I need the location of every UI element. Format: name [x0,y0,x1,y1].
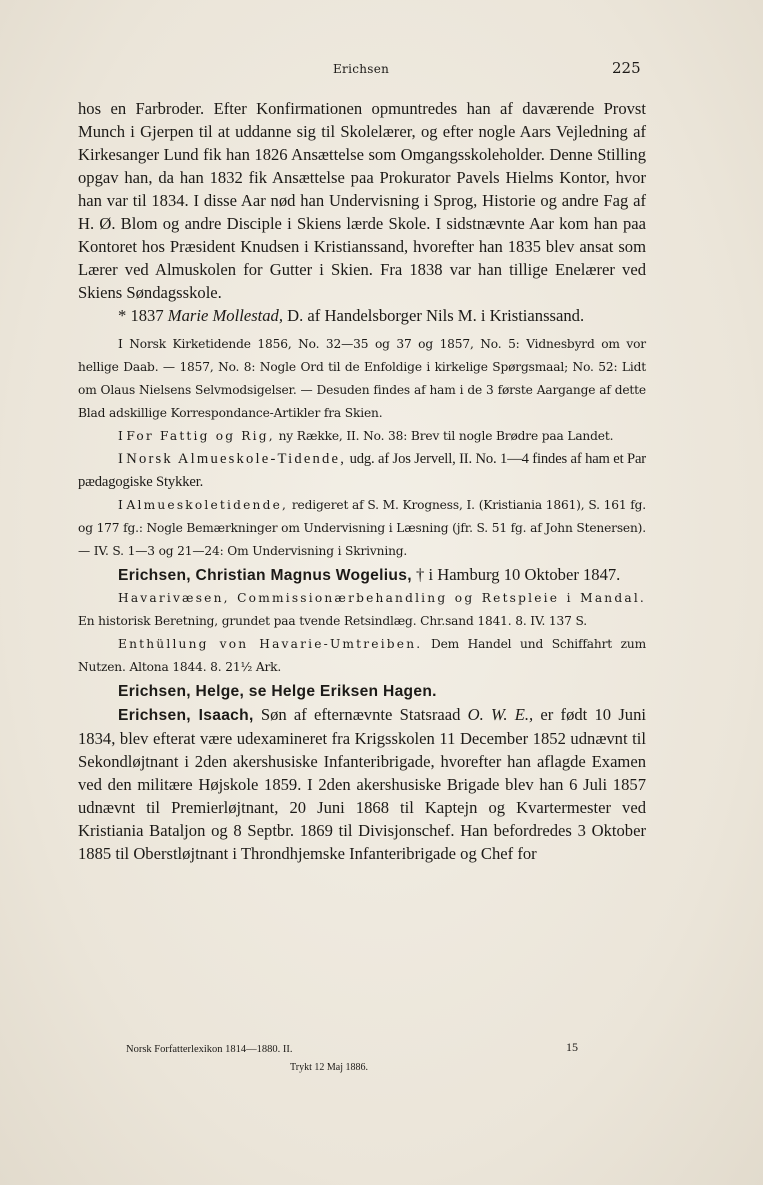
entry-christian [78,563,646,587]
work-title: Enthüllung von Havarie-Umtreiben. [118,637,423,651]
ref-prefix: I [118,498,123,512]
work-details: Dem Handel und Schiffahrt zum Nutzen. Altona 1844. 8. 21½ Ark. [78,637,646,674]
page-body [78,97,646,865]
bibliography-entry [78,448,646,494]
entry-initials: O. W. E., [467,705,534,724]
work-title: Havarivæsen, Commissionærbehandling og Retspleie i Mandal. [118,591,646,605]
footer-lexicon-title: Norsk Forfatterlexikon 1814—1880. II. [126,1044,293,1055]
ref-prefix: I [118,451,123,467]
page-number: 225 [612,59,641,77]
spouse-name: Marie Mollestad, [167,306,283,325]
ref-details: ny Række, II. No. 38: Brev til nogle Brødre paa Landet. [274,429,614,443]
ref-details: udg. af Jos Jervell, II. No. 1—4 findes af ham et Par pædagogiske Stykker. [78,451,646,490]
entry-headword: Erichsen, Helge, se Helge Eriksen Hagen. [118,683,437,700]
ref-prefix: I [118,429,123,443]
periodical-title: Almueskoletidende, [126,498,289,512]
entry-helge [78,679,646,703]
entry-headword: Erichsen, Christian Magnus Wogelius, [118,567,412,584]
entry-christian-works [78,587,646,679]
entry-isaach [78,703,646,865]
work-entry [78,633,646,679]
bibliography-entry [78,494,646,563]
bibliography-entry [78,425,646,448]
bibliography-entry: I Norsk Kirketidende 1856, No. 32—35 og 37 og 1857, No. 5: Vidnesbyrd om vor hellige Daab. — 1857, No. 8: Nogle Ord til de Enfoldige i kirkelige Spørgsmaal; No. 52: Lidt om Olaus Nielsens Selvmodsigelser. — Desuden findes af ham i de 3 første Aargange af dette Blad adskillige Korrespondance-Artikler fra Skien. [78,337,646,420]
entry-text: Søn af efternævnte Statsraad [253,705,468,724]
signature-mark: 15 [566,1040,578,1054]
work-details: En historisk Beretning, grundet paa tvende Retsindlæg. Chr.sand 1841. 8. IV. 137 S. [78,614,587,628]
entry-text: † i Hamburg 10 Oktober 1847. [411,565,621,584]
work-entry [78,587,646,633]
periodical-title: For Fattig og Rig, [126,429,275,443]
page-footer [0,1040,763,1080]
marriage-prefix: * 1837 [118,306,168,325]
running-head-title: Erichsen [333,62,390,76]
ref-details: redigeret af S. M. Krogness, I. (Kristiania 1861), S. 161 fg. og 177 fg.: Nogle Bemærkninger om Undervisning i Læsning (jfr. S. 51 fg. af John Stenersen). — IV. S. 1—3 og 21—24: Om Undervisning i Skrivning. [78,498,647,558]
running-head [0,59,763,82]
print-date: Trykt 12 Maj 1886. [290,1062,368,1073]
bibliography-block [78,333,646,563]
entry-headword: Erichsen, Isaach, [118,707,254,724]
marriage-note [78,304,646,327]
entry-text: er født 10 Juni 1834, blev efterat være udexamineret fra Krigsskolen 11 December 1852 udnævnt til Sekondløjtnant i 2den akershusiske Infanteribrigade, hvorefter han aflagde Examen ved den militære Højskole 1859. I 2den akershusiske Brigade blev han 6 Juli 1857 udnævnt til Premierløjtnant, 20 Juni 1868 til Kaptejn og Kvartermester ved Kristiania Bataljon og 8 Septbr. 1869 til Divisjonschef. Han befordredes 3 Oktober 1885 til Oberstløjtnant i Throndhjemske Infanteribrigade og Chef for [78,705,647,863]
periodical-title: Norsk Almueskole-Tidende, [126,451,347,467]
marriage-details: D. af Handelsborger Nils M. i Kristianssand. [283,306,585,325]
biography-paragraph: hos en Farbroder. Efter Konfirmationen opmuntredes han af daværende Provst Munch i Gjerpen til at uddanne sig til Skolelærer, og efter nogle Aars Vejledning af Kirkesanger Lund fik han 1826 Ansættelse som Omgangsskoleholder. Denne Stilling opgav han, da han 1832 fik Ansættelse paa Prokurator Pavels Hielms Kontor, hvor han var til 1834. I disse Aar nød han Undervisning i Sprog, Historie og andre Fag af H. Ø. Blom og andre Disciple i Skiens lærde Skole. I sidstnævnte Aar kom han paa Kontoret hos Præsident Knudsen i Kristianssand, hvorefter han 1835 blev ansat som Lærer ved Almuskolen for Gutter i Skien. Fra 1838 var han tillige Enelærer ved Skiens Søndagsskole. [78,99,646,302]
